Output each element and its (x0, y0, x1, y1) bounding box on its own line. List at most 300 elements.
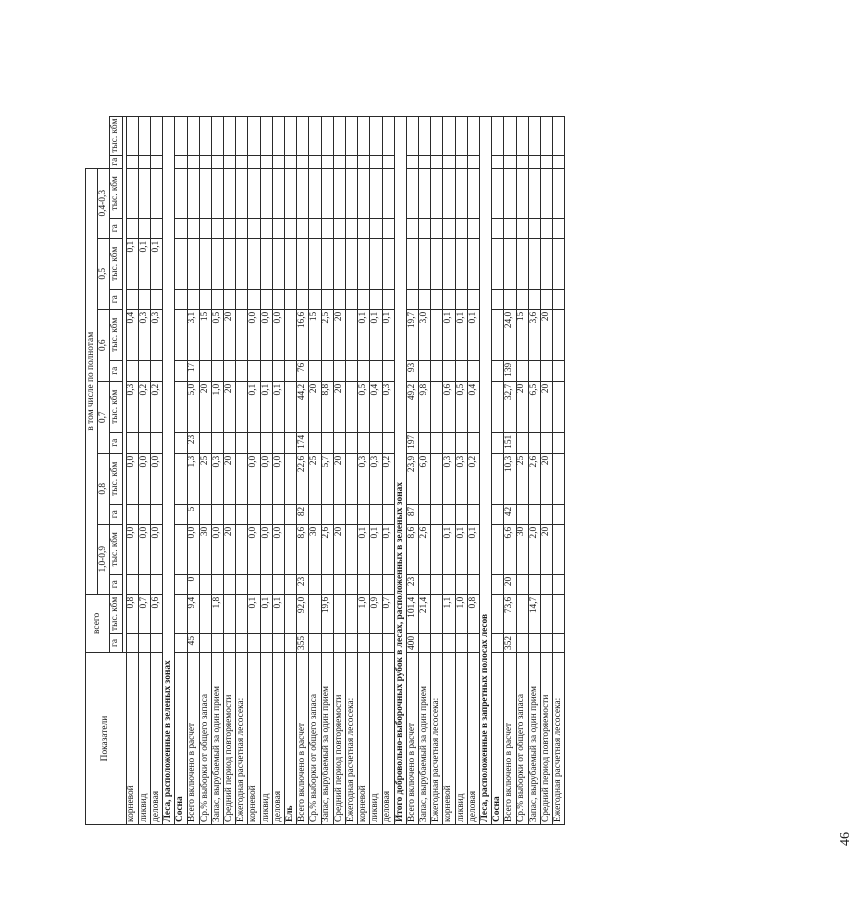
row-label: корневой (126, 653, 138, 825)
table-cell (224, 218, 236, 238)
table-cell (187, 116, 199, 155)
table-cell (443, 289, 455, 309)
section-heading: Итого добровольно-выборочных рубок в лесах, расположенных в зеленых зонах (394, 116, 406, 824)
table-cell (309, 168, 321, 218)
table-cell (333, 432, 345, 453)
table-cell (358, 360, 370, 381)
table-cell (138, 218, 150, 238)
table-cell (126, 168, 138, 218)
table-cell (370, 116, 382, 155)
table-cell (321, 289, 333, 309)
table-cell (455, 504, 467, 524)
table-cell (236, 155, 248, 168)
table-cell (553, 633, 565, 652)
header-by-density: в том числе по полнотам (86, 168, 98, 594)
table-cell (150, 155, 162, 168)
table-cell: 73,6 (504, 594, 516, 633)
table-cell (528, 504, 540, 524)
section-heading: Леса, расположенные в зеленых зонах (163, 116, 175, 824)
table-cell: 0,7 (382, 594, 394, 633)
header-unit-ha: га (110, 504, 122, 524)
table-cell (150, 218, 162, 238)
table-cell: 20 (540, 381, 552, 432)
table-cell (211, 574, 223, 594)
row-label: Ель (285, 653, 297, 825)
table-cell: 0,8 (126, 594, 138, 633)
table-cell: 42 (504, 504, 516, 524)
table-cell (516, 504, 528, 524)
table-cell (236, 116, 248, 155)
table-cell (540, 633, 552, 652)
table-cell (297, 116, 309, 155)
row-label: Ср.% выборки от общего запаса (516, 653, 528, 825)
table-cell (553, 289, 565, 309)
table-cell (553, 155, 565, 168)
table-cell: 0,3 (358, 453, 370, 504)
table-cell: 19,6 (321, 594, 333, 633)
row-label: корневой (248, 653, 260, 825)
table-cell (528, 360, 540, 381)
table-cell (540, 238, 552, 289)
table-cell (138, 168, 150, 218)
table-cell (285, 218, 297, 238)
table-cell: 2,6 (321, 524, 333, 574)
table-cell (236, 218, 248, 238)
table-cell (126, 633, 138, 652)
table-cell (431, 432, 443, 453)
table-cell (345, 574, 357, 594)
table-cell (333, 594, 345, 633)
table-cell (406, 218, 418, 238)
table-cell: 20 (309, 381, 321, 432)
table-cell (431, 633, 443, 652)
table-cell: 14,7 (528, 594, 540, 633)
table-cell (260, 116, 272, 155)
table-row (370, 116, 382, 824)
table-cell (138, 289, 150, 309)
table-cell (443, 504, 455, 524)
table-cell: 0,1 (382, 309, 394, 360)
table-cell: 197 (406, 432, 418, 453)
table-cell (285, 432, 297, 453)
table-cell (285, 381, 297, 432)
table-cell (516, 633, 528, 652)
table-cell (431, 116, 443, 155)
table-row (126, 116, 138, 824)
table-cell: 0,1 (272, 594, 284, 633)
table-cell (382, 155, 394, 168)
table-cell (199, 168, 211, 218)
table-cell (443, 360, 455, 381)
table-cell: 0,0 (150, 453, 162, 504)
table-cell (285, 594, 297, 633)
table-cell (321, 504, 333, 524)
table-cell (492, 168, 504, 218)
table-cell (285, 155, 297, 168)
table-cell (199, 633, 211, 652)
table-cell (272, 168, 284, 218)
table-cell (382, 633, 394, 652)
row-label: Запас, вырубаемый за один прием (321, 653, 333, 825)
table-cell (370, 432, 382, 453)
table-cell (211, 432, 223, 453)
table-row (285, 116, 297, 824)
row-label: Всего включено в расчет (297, 653, 309, 825)
table-cell (528, 289, 540, 309)
rotated-page (6, 0, 853, 858)
table-cell (333, 504, 345, 524)
table-cell (431, 309, 443, 360)
table-cell (516, 218, 528, 238)
table-row (480, 116, 492, 824)
row-label: Сосна (492, 653, 504, 825)
table-cell (382, 289, 394, 309)
table-cell (528, 633, 540, 652)
table-cell: 0,1 (138, 238, 150, 289)
row-label: Всего включено в расчет (187, 653, 199, 825)
table-cell: 0,3 (455, 453, 467, 504)
table-cell (370, 633, 382, 652)
table-row (150, 116, 162, 824)
table-cell (211, 504, 223, 524)
table-cell (285, 360, 297, 381)
table-cell: 0,8 (467, 594, 479, 633)
table-cell (272, 155, 284, 168)
table-row (345, 116, 357, 824)
table-cell (358, 633, 370, 652)
header-density: 1,0-0,9 (98, 524, 110, 594)
table-cell (455, 360, 467, 381)
table-cell: 0,1 (467, 524, 479, 574)
table-cell (467, 360, 479, 381)
header-unit-ha: га (110, 574, 122, 594)
table-cell (419, 432, 431, 453)
table-cell: 5 (187, 504, 199, 524)
table-cell (553, 309, 565, 360)
table-row (163, 116, 175, 824)
table-cell (443, 155, 455, 168)
header-density: 0,4-0,3 (98, 168, 110, 238)
table-cell (370, 289, 382, 309)
table-cell: 87 (406, 504, 418, 524)
table-cell (540, 289, 552, 309)
header-density: 0,5 (98, 238, 110, 309)
table-cell (443, 116, 455, 155)
table-cell (492, 453, 504, 504)
table-cell (248, 360, 260, 381)
table-cell (175, 381, 187, 432)
table-cell (248, 218, 260, 238)
table-cell (358, 218, 370, 238)
table-cell (248, 238, 260, 289)
table-cell (492, 116, 504, 155)
table-cell (126, 574, 138, 594)
table-cell (236, 504, 248, 524)
table-cell (236, 453, 248, 504)
table-cell (540, 116, 552, 155)
table-cell (199, 504, 211, 524)
table-cell (516, 360, 528, 381)
table-cell (150, 633, 162, 652)
table-cell (333, 633, 345, 652)
table-cell (370, 238, 382, 289)
table-cell (309, 633, 321, 652)
table-cell (199, 360, 211, 381)
table-cell: 20 (333, 309, 345, 360)
table-cell (467, 155, 479, 168)
table-cell (224, 594, 236, 633)
table-cell (309, 594, 321, 633)
table-cell (431, 504, 443, 524)
table-cell (370, 574, 382, 594)
table-cell (260, 238, 272, 289)
table-cell (297, 155, 309, 168)
table-cell: 15 (199, 309, 211, 360)
table-cell (199, 218, 211, 238)
table-cell (345, 168, 357, 218)
table-cell (211, 155, 223, 168)
table-cell: 20 (224, 453, 236, 504)
table-cell (540, 155, 552, 168)
table-cell (382, 432, 394, 453)
table-cell: 17 (187, 360, 199, 381)
table-cell (211, 168, 223, 218)
table-cell: 101,4 (406, 594, 418, 633)
table-cell: 0,4 (126, 309, 138, 360)
table-cell: 400 (406, 633, 418, 652)
table-cell (492, 155, 504, 168)
header-unit-ha: га (110, 360, 122, 381)
table-cell (419, 116, 431, 155)
table-cell (455, 155, 467, 168)
table-row (406, 116, 418, 824)
table-cell (345, 381, 357, 432)
table-cell: 0,1 (260, 594, 272, 633)
table-cell (492, 238, 504, 289)
table-cell: 49,2 (406, 381, 418, 432)
table-cell (382, 504, 394, 524)
table-cell: 20 (224, 381, 236, 432)
table-cell: 32,7 (504, 381, 516, 432)
table-cell (455, 432, 467, 453)
table-cell (248, 574, 260, 594)
table-cell (419, 155, 431, 168)
table-cell (358, 168, 370, 218)
table-cell (528, 432, 540, 453)
table-row (382, 116, 394, 824)
table-cell: 23 (187, 432, 199, 453)
table-cell (224, 633, 236, 652)
table-cell: 1,1 (443, 594, 455, 633)
table-cell (358, 432, 370, 453)
table-cell (504, 289, 516, 309)
table-cell (553, 360, 565, 381)
table-cell (492, 594, 504, 633)
table-cell (309, 238, 321, 289)
table-row (224, 116, 236, 824)
table-cell (321, 218, 333, 238)
table-cell (540, 432, 552, 453)
table-cell: 19,7 (406, 309, 418, 360)
table-cell (175, 574, 187, 594)
table-cell (175, 524, 187, 574)
table-cell (504, 168, 516, 218)
table-cell (175, 504, 187, 524)
table-row (333, 116, 345, 824)
table-row (467, 116, 479, 824)
table-cell (285, 289, 297, 309)
table-cell (248, 289, 260, 309)
row-label: Ежегодная расчетная лесосека: (345, 653, 357, 825)
table-cell (321, 432, 333, 453)
table-cell: 9,8 (419, 381, 431, 432)
table-cell (224, 574, 236, 594)
table-cell (321, 168, 333, 218)
table-cell (553, 238, 565, 289)
table-cell (455, 168, 467, 218)
row-label: ликвид (370, 653, 382, 825)
table-cell (345, 238, 357, 289)
table-cell: 20 (333, 381, 345, 432)
header-unit-ha: га (110, 633, 122, 652)
table-cell (236, 309, 248, 360)
table-cell: 0,0 (272, 453, 284, 504)
table-cell (309, 574, 321, 594)
table-cell (345, 633, 357, 652)
table-cell (175, 289, 187, 309)
table-cell: 0,3 (211, 453, 223, 504)
page-number: 46 (838, 832, 853, 846)
table-cell (358, 289, 370, 309)
row-label: корневой (358, 653, 370, 825)
table-cell (345, 360, 357, 381)
table-row (528, 116, 540, 824)
table-cell (540, 594, 552, 633)
table-cell: 1,3 (187, 453, 199, 504)
table-cell (540, 574, 552, 594)
table-cell (224, 289, 236, 309)
table-cell (150, 574, 162, 594)
row-label: ликвид (138, 653, 150, 825)
table-cell (492, 524, 504, 574)
table-cell: 352 (504, 633, 516, 652)
header-unit-volume: тыс. кбм (110, 116, 122, 155)
table-cell (187, 289, 199, 309)
table-cell (419, 633, 431, 652)
table-cell: 30 (309, 524, 321, 574)
table-cell: 2,6 (419, 524, 431, 574)
table-cell (419, 238, 431, 289)
table-cell (467, 633, 479, 652)
table-cell (443, 218, 455, 238)
table-cell: 30 (199, 524, 211, 574)
table-cell: 0 (187, 574, 199, 594)
table-cell (528, 238, 540, 289)
table-row (272, 116, 284, 824)
row-label: Ежегодная расчетная лесосека: (236, 653, 248, 825)
table-cell (248, 504, 260, 524)
row-label: ликвид (260, 653, 272, 825)
table-cell (126, 155, 138, 168)
header-unit-volume: тыс. кбм (110, 381, 122, 432)
table-cell (431, 360, 443, 381)
table-cell (236, 594, 248, 633)
table-cell: 6,6 (504, 524, 516, 574)
table-cell (333, 155, 345, 168)
table-cell (406, 289, 418, 309)
table-cell (358, 574, 370, 594)
table-cell (370, 168, 382, 218)
table-cell (370, 155, 382, 168)
table-cell (345, 155, 357, 168)
table-cell: 10,3 (504, 453, 516, 504)
table-cell (455, 633, 467, 652)
table-cell (406, 116, 418, 155)
table-cell: 355 (297, 633, 309, 652)
table-cell (467, 432, 479, 453)
table-cell (260, 504, 272, 524)
table-cell (199, 155, 211, 168)
table-cell: 20 (333, 524, 345, 574)
table-cell: 0,3 (126, 381, 138, 432)
table-cell (224, 504, 236, 524)
table-cell (199, 116, 211, 155)
table-cell (431, 168, 443, 218)
table-cell: 25 (309, 453, 321, 504)
table-cell (467, 504, 479, 524)
header-unit-ha: га (110, 289, 122, 309)
table-cell (419, 574, 431, 594)
table-cell (150, 360, 162, 381)
table-cell (321, 574, 333, 594)
table-cell (309, 155, 321, 168)
table-cell (358, 155, 370, 168)
table-cell (370, 218, 382, 238)
table-cell (211, 218, 223, 238)
table-cell (553, 432, 565, 453)
table-cell (224, 238, 236, 289)
table-cell (333, 289, 345, 309)
table-cell (333, 574, 345, 594)
table-cell (504, 218, 516, 238)
table-cell (528, 168, 540, 218)
table-cell (492, 504, 504, 524)
table-cell (516, 594, 528, 633)
header-unit-volume: тыс. кбм (110, 238, 122, 289)
table-cell (199, 289, 211, 309)
table-row (443, 116, 455, 824)
table-cell (431, 594, 443, 633)
table-cell (528, 218, 540, 238)
row-label: деловая (150, 653, 162, 825)
table-cell (175, 453, 187, 504)
table-cell: 5,0 (187, 381, 199, 432)
table-cell (382, 238, 394, 289)
table-cell (138, 574, 150, 594)
table-cell (285, 116, 297, 155)
row-label: Средний период повторяемости (540, 653, 552, 825)
table-cell (199, 238, 211, 289)
table-cell (419, 168, 431, 218)
table-cell (443, 633, 455, 652)
table-cell (236, 381, 248, 432)
table-cell: 6,5 (528, 381, 540, 432)
table-cell (297, 289, 309, 309)
table-cell: 3,1 (187, 309, 199, 360)
table-cell (211, 360, 223, 381)
table-row (260, 116, 272, 824)
table-cell: 0,0 (150, 524, 162, 574)
